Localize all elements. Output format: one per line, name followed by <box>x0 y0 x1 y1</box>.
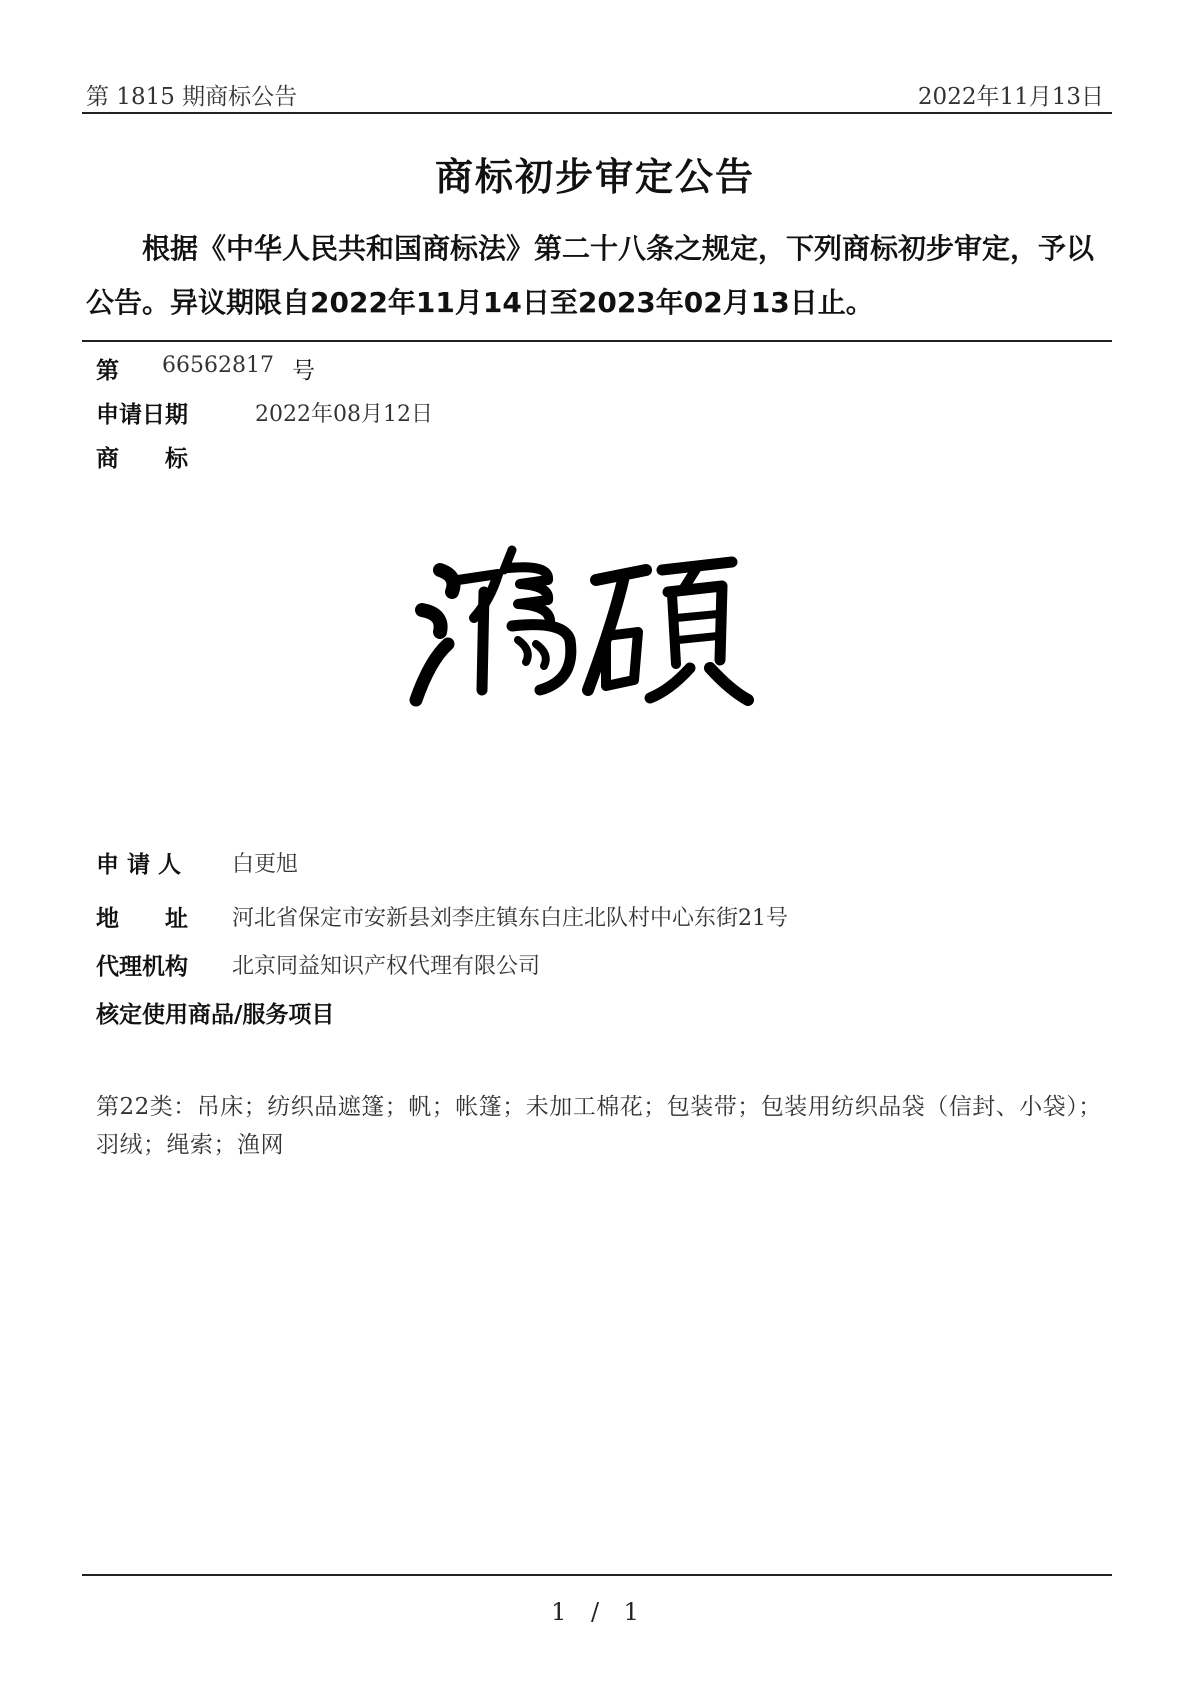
applicant-address: 河北省保定市安新县刘李庄镇东白庄北队村中心东街21号 <box>232 906 788 931</box>
registration-number: 66562817 <box>162 353 274 378</box>
issue-number: 第 1815 期商标公告 <box>86 84 298 110</box>
trademark-calligraphy-image <box>400 540 830 730</box>
trademark-image <box>400 540 830 730</box>
application-date: 2022年08月12日 <box>255 402 433 427</box>
applicant-label: 申 请 人 <box>96 852 182 878</box>
page-current: 1 <box>551 1598 567 1626</box>
application-date-label: 申请日期 <box>96 402 188 428</box>
issue-date: 2022年11月13日 <box>917 84 1104 110</box>
page-separator: / <box>590 1598 600 1626</box>
footer-divider <box>82 1574 1112 1576</box>
notice-paragraph: 根据《中华人民共和国商标法》第二十八条之规定，下列商标初步审定，予以公告。异议期限自2022年11月14日至2023年02月13日止。 <box>86 232 1095 319</box>
trademark-label: 商 标 <box>96 446 188 472</box>
agency-label: 代理机构 <box>96 954 188 980</box>
number-prefix-label: 第 <box>96 358 119 384</box>
page-total: 1 <box>623 1598 639 1626</box>
applicant-name: 白更旭 <box>232 852 299 877</box>
page-title: 商标初步审定公告 <box>434 155 755 199</box>
address-label: 地 址 <box>96 906 188 932</box>
agency-name: 北京同益知识产权代理有限公司 <box>232 954 541 979</box>
section-divider <box>82 340 1112 342</box>
goods-services-label: 核定使用商品/服务项目 <box>96 1002 335 1028</box>
number-suffix-label: 号 <box>292 358 315 384</box>
page-indicator <box>0 1598 1190 1626</box>
goods-services-list: 第22类：吊床；纺织品遮篷；帆；帐篷；未加工棉花；包装带；包装用纺织品袋（信封、小袋）；羽绒；绳索；渔网 <box>96 1094 1102 1158</box>
header-divider <box>82 112 1112 114</box>
